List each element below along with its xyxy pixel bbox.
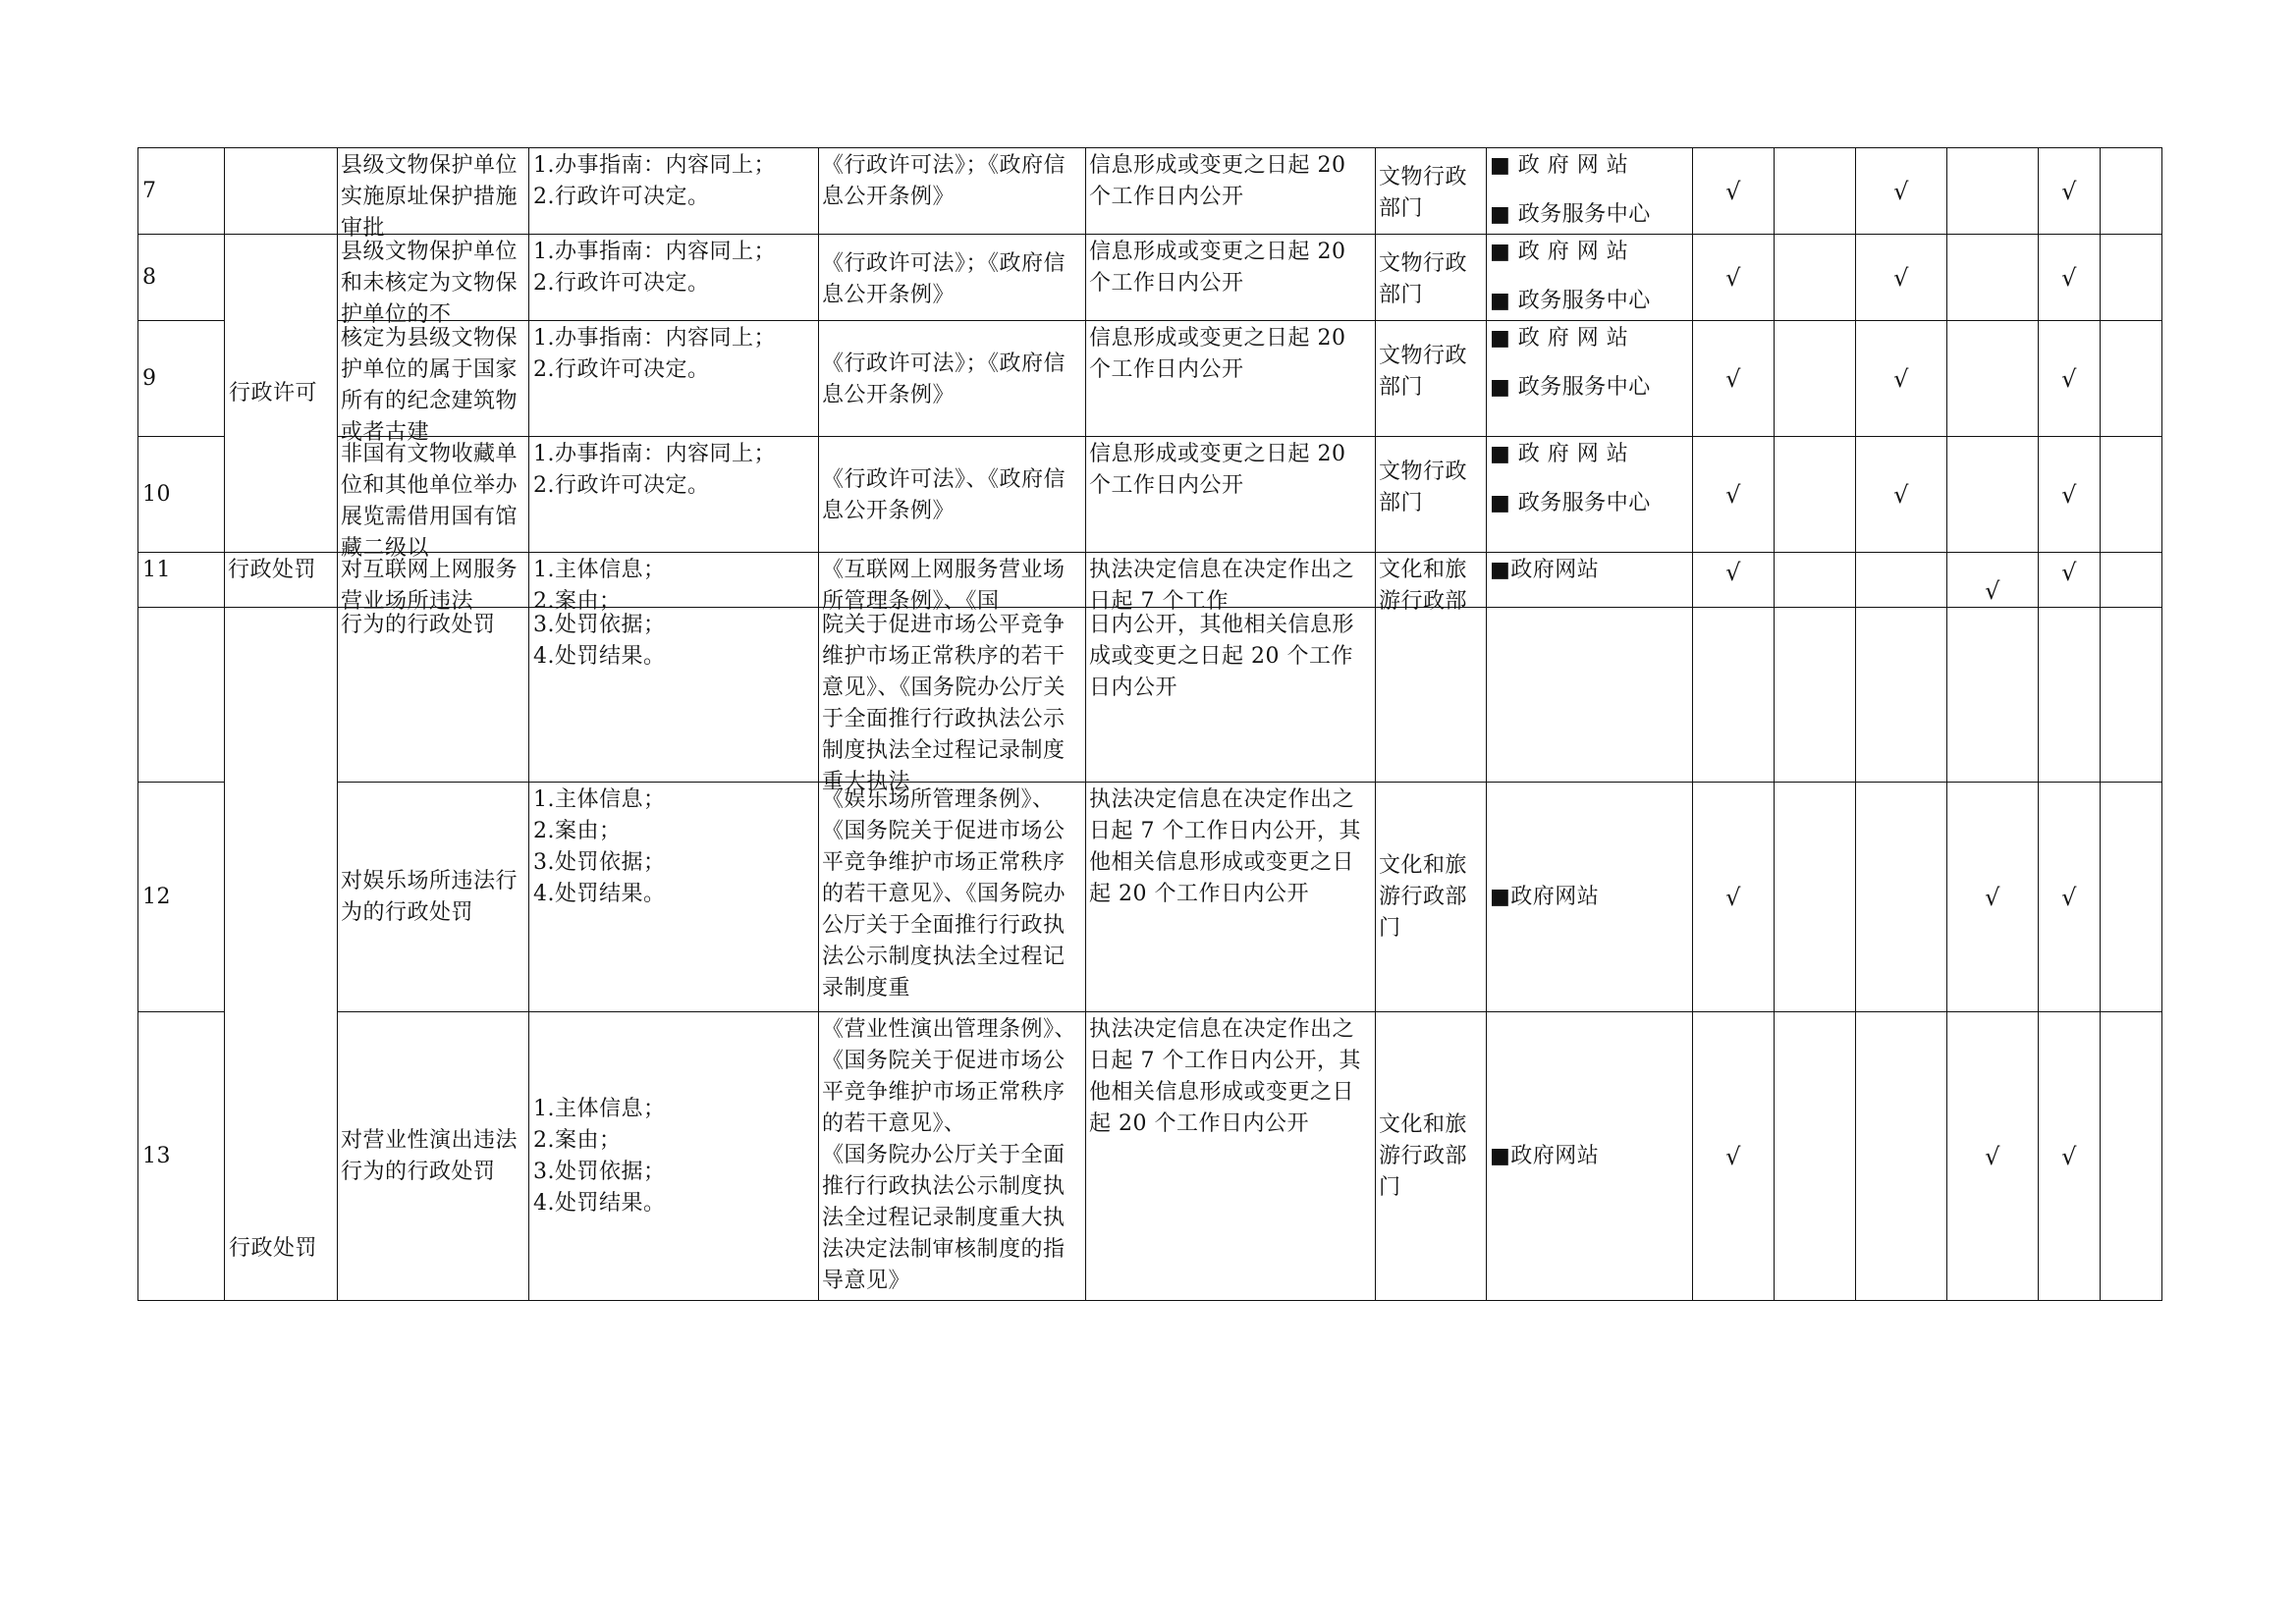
disclosure-table-sheet [137,147,2157,1301]
basis-text: 《营业性演出管理条例》、《国务院关于促进市场公平竞争维护市场正常秩序的若干意见》、 《国务院办公厅关于全面推行行政执法公示制度执法全过程记录制度重大执法决定法制审核制度的指导意见》 [822,1017,1077,1293]
item-text: 核定为县级文物保护单位的属于国家所有的纪念建筑物或者古建 [341,326,519,445]
channel-cell [1487,437,1693,553]
check-cell: √ [1856,437,1947,553]
check-cell [1775,235,1856,321]
check-cell: √ [2039,235,2101,321]
channel-item: ■ 政务服务中心 [1490,375,1651,400]
check-cell [1775,783,1856,1012]
check-cell: √ [2039,437,2101,553]
dept-cell [1376,321,1487,437]
check-cell: √ [1693,321,1775,437]
check-cell: √ [1693,1012,1775,1301]
table-row [138,608,2162,783]
time-cell [1086,437,1376,553]
basis-cell [819,437,1086,553]
channel-item: ■ 政务服务中心 [1490,202,1651,227]
check-cell [2101,321,2162,437]
channel-item: ■ 政 府 网 站 [1490,326,1629,351]
item-text: 行为的行政处罚 [341,613,496,637]
check-cell: √ [1693,437,1775,553]
dept-cell [1376,783,1487,1012]
channel-cell [1487,321,1693,437]
check-cell [2101,235,2162,321]
content-text: 1.主体信息； 2.案由； 3.处罚依据； 4.处罚结果。 [533,1096,666,1216]
table-row [138,553,2162,608]
check-cell [1775,553,1856,608]
channel-cell [1487,148,1693,235]
check-cell [2101,783,2162,1012]
check-cell: √ [1856,321,1947,437]
content-cell [529,608,819,783]
item-cell [338,148,529,241]
basis-cell [819,608,1086,794]
item-cell [338,321,529,445]
check-cell [1947,437,2039,553]
content-cell [529,437,819,553]
channel-item: ■ 政务服务中心 [1490,491,1651,515]
check-cell: √ [2039,553,2101,608]
item-cell [338,235,529,327]
check-cell: √ [1693,783,1775,1012]
channel-item: ■ 政 府 网 站 [1490,240,1629,264]
check-cell [1856,1012,1947,1301]
dept-text: 文化和旅游行政部门 [1379,852,1468,941]
basis-cell [819,553,1086,614]
row-number: 9 [138,321,225,437]
channel-cell [1487,608,1693,783]
check-cell [1693,608,1775,783]
time-text: 信息形成或变更之日起 20 个工作日内公开 [1089,326,1346,382]
row-number [138,608,225,783]
table-row [138,437,2162,553]
dept-text: 文化和旅游行政部 [1379,558,1468,614]
basis-cell [819,235,1086,321]
check-cell [1856,553,1947,608]
channel-item: ■ 政 府 网 站 [1490,442,1629,466]
time-text: 执法决定信息在决定作出之日起 7 个工作 [1089,558,1355,614]
channel-item: ■ 政务服务中心 [1490,289,1651,313]
item-text: 非国有文物收藏单位和其他单位举办展览需借用国有馆藏二级以 [341,442,519,561]
content-text: 1.办事指南：内容同上； 2.行政许可决定。 [533,153,776,209]
basis-text: 《娱乐场所管理条例》、 《国务院关于促进市场公平竞争维护市场正常秩序的若干意见》、《国务院办公厅关于全面推行行政执法公示制度执法全过程记录制度重 [822,787,1066,1001]
channel-cell [1487,553,1693,608]
content-cell [529,783,819,1012]
item-cell [338,608,529,783]
check-cell [1856,608,1947,783]
time-text: 执法决定信息在决定作出之日起 7 个工作日内公开，其他相关信息形成或变更之日起 20 个工作日内公开 [1089,1017,1361,1136]
content-cell [529,553,819,614]
check-cell [2039,608,2101,783]
content-text: 1.办事指南：内容同上； 2.行政许可决定。 [533,326,776,382]
channel-item: ■政府网站 [1490,558,1600,582]
check-cell: √ [1693,553,1775,608]
content-cell [529,1012,819,1301]
basis-text: 院关于促进市场公平竞争维护市场正常秩序的若干意见》、《国务院办公厅关于全面推行行政执法公示制度执法全过程记录制度重大执法 [822,613,1066,794]
check-cell [1947,235,2039,321]
item-text: 县级文物保护单位实施原址保护措施审批 [341,153,519,241]
item-text: 对娱乐场所违法行为的行政处罚 [341,868,519,925]
check-cell: √ [1693,235,1775,321]
category-label: 行政处罚 [229,1236,318,1261]
basis-text: 《行政许可法》；《政府信息公开条例》 [822,251,1066,307]
time-cell [1086,235,1376,321]
check-cell [1775,437,1856,553]
time-text: 执法决定信息在决定作出之日起 7 个工作日内公开，其他相关信息形成或变更之日起 20 个工作日内公开 [1089,787,1361,906]
dept-cell [1376,437,1487,553]
table-row [138,783,2162,1012]
content-text: 1.办事指南：内容同上； 2.行政许可决定。 [533,442,776,498]
item-cell [338,783,529,1012]
row-number: 11 [138,553,225,608]
content-text: 3.处罚依据； 4.处罚结果。 [533,613,666,669]
check-cell: √ [1947,553,2039,608]
check-cell [1775,321,1856,437]
content-text: 1.主体信息； 2.案由； [533,558,666,614]
table-row [138,148,2162,235]
row-number: 10 [138,437,225,553]
channel-cell [1487,1012,1693,1301]
time-cell [1086,1012,1376,1301]
check-cell: √ [2039,148,2101,235]
time-text: 信息形成或变更之日起 20 个工作日内公开 [1089,240,1346,296]
channel-item: ■ 政 府 网 站 [1490,153,1629,178]
basis-text: 《行政许可法》、《政府信息公开条例》 [822,467,1066,523]
category-label: 行政许可 [229,380,318,406]
check-cell: √ [1856,235,1947,321]
basis-cell [819,783,1086,1012]
row-number: 12 [138,783,225,1012]
dept-text: 文物行政部门 [1379,165,1468,221]
category-cell [225,235,338,553]
basis-cell [819,1012,1086,1301]
dept-cell [1376,608,1487,783]
dept-cell [1376,235,1487,321]
category-cell-empty [225,148,338,235]
check-cell: √ [1856,148,1947,235]
content-cell [529,235,819,321]
time-text: 日内公开，其他相关信息形成或变更之日起 20 个工作日内公开 [1089,613,1355,700]
check-cell [1775,608,1856,783]
channel-cell [1487,783,1693,1012]
dept-text: 文物行政部门 [1379,344,1468,400]
check-cell [2101,608,2162,783]
row-number: 7 [138,148,225,235]
time-cell [1086,608,1376,783]
check-cell [2101,437,2162,553]
time-text: 信息形成或变更之日起 20 个工作日内公开 [1089,442,1346,498]
channel-cell [1487,235,1693,321]
check-cell [1775,1012,1856,1301]
table-row [138,1012,2162,1301]
check-cell [1947,608,2039,783]
content-cell [529,321,819,437]
check-cell [1775,148,1856,235]
check-cell: √ [1947,783,2039,1012]
time-cell [1086,783,1376,1012]
check-cell: √ [1947,1012,2039,1301]
disclosure-table [137,147,2162,1301]
time-text: 信息形成或变更之日起 20 个工作日内公开 [1089,153,1346,209]
time-cell [1086,553,1376,614]
row-number: 8 [138,235,225,321]
dept-cell [1376,1012,1487,1301]
basis-text: 《互联网上网服务营业场所管理条例》、《国 [822,558,1066,614]
row-number: 13 [138,1012,225,1301]
basis-text: 《行政许可法》；《政府信息公开条例》 [822,153,1066,209]
item-cell [338,553,529,614]
category-label: 行政处罚 [228,558,317,582]
item-cell [338,1012,529,1301]
check-cell [1947,321,2039,437]
check-cell [1856,783,1947,1012]
content-text: 1.主体信息； 2.案由； 3.处罚依据； 4.处罚结果。 [533,787,666,906]
category-cell [225,553,338,608]
category-cell [225,608,338,1301]
table-row [138,321,2162,437]
check-cell [2101,1012,2162,1301]
dept-text: 文物行政部门 [1379,460,1468,515]
dept-cell [1376,553,1487,614]
dept-text: 文物行政部门 [1379,251,1468,307]
item-cell [338,437,529,561]
channel-item: ■政府网站 [1490,884,1600,909]
content-cell [529,148,819,235]
basis-cell [819,148,1086,235]
dept-cell [1376,148,1487,235]
check-cell: √ [2039,321,2101,437]
item-text: 对营业性演出违法行为的行政处罚 [341,1127,519,1184]
basis-cell [819,321,1086,437]
check-cell: √ [2039,1012,2101,1301]
table-row [138,235,2162,321]
time-cell [1086,148,1376,235]
content-text: 1.办事指南：内容同上； 2.行政许可决定。 [533,240,776,296]
item-text: 县级文物保护单位和未核定为文物保护单位的不 [341,240,519,327]
check-cell: √ [2039,783,2101,1012]
dept-text: 文化和旅游行政部门 [1379,1111,1468,1200]
time-cell [1086,321,1376,437]
check-cell [1947,148,2039,235]
item-text: 对互联网上网服务营业场所违法 [341,558,519,614]
basis-text: 《行政许可法》；《政府信息公开条例》 [822,352,1066,407]
check-cell: √ [1693,148,1775,235]
channel-item: ■政府网站 [1490,1143,1600,1168]
check-cell [2101,553,2162,608]
check-cell [2101,148,2162,235]
